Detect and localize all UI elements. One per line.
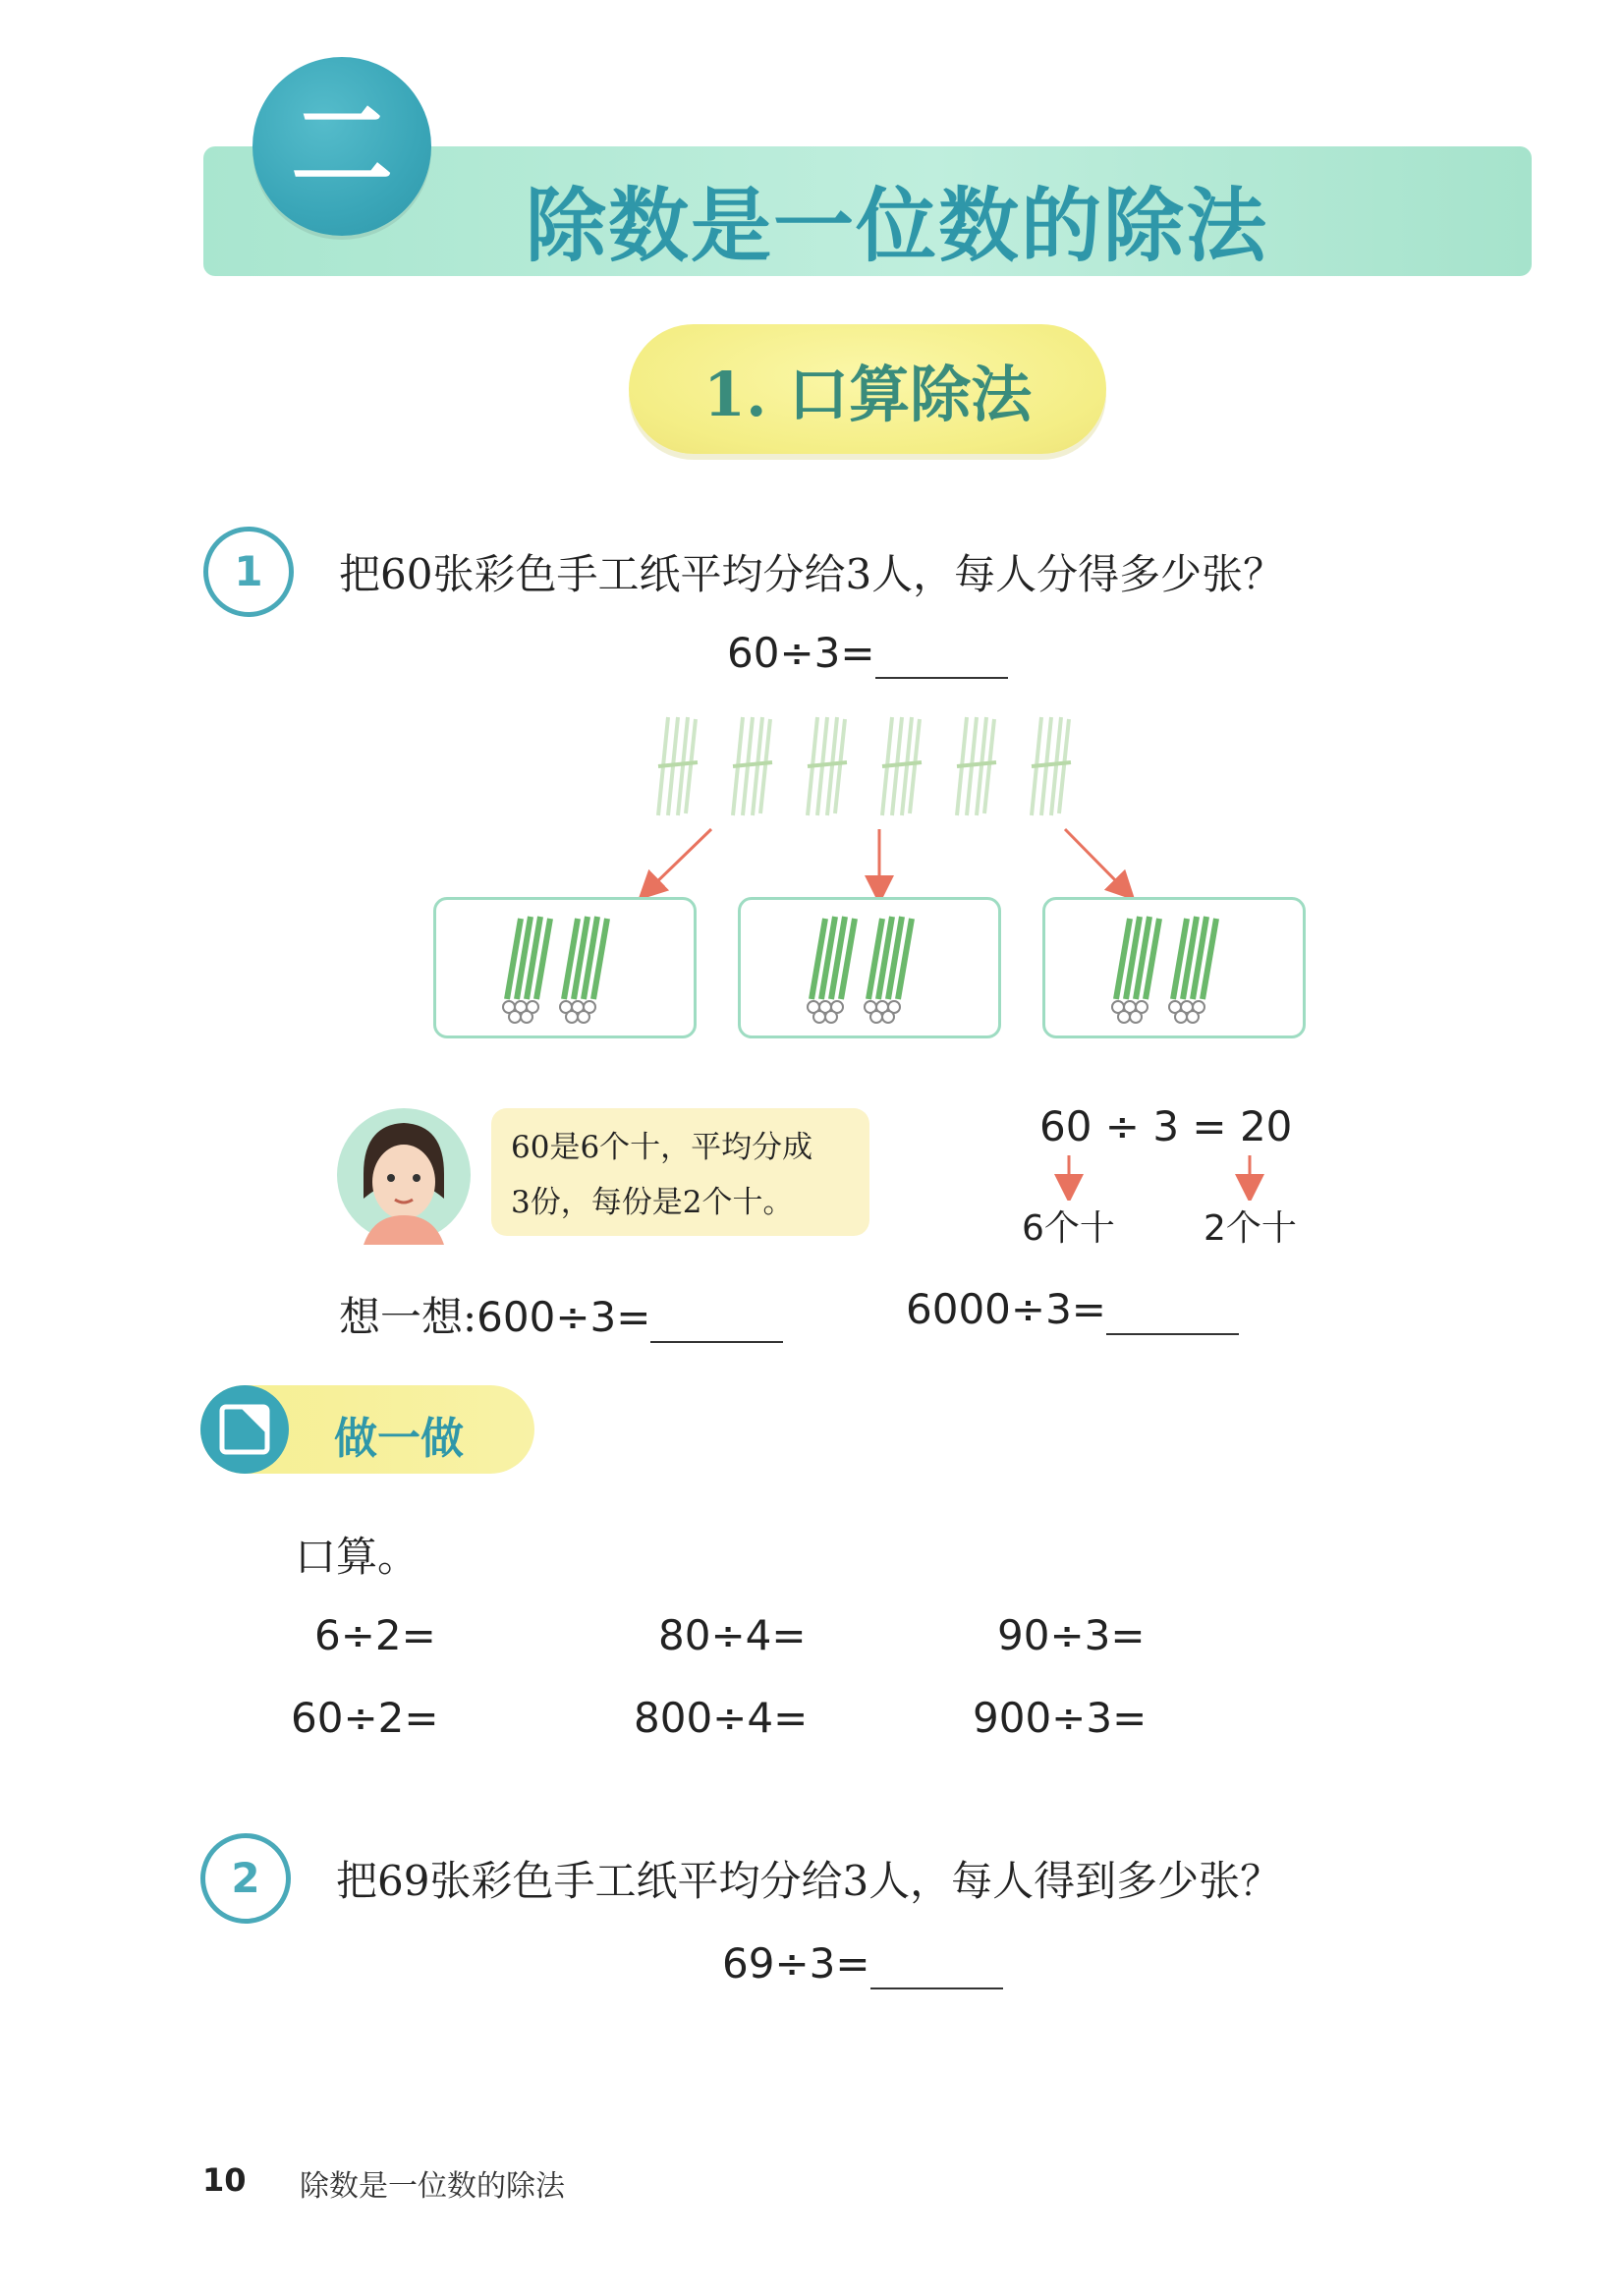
speech-text: [511, 1120, 874, 1230]
green-bundles-box-2: [796, 909, 933, 1027]
problem-2-equation: [722, 1939, 1003, 1989]
chapter-number: 二: [290, 86, 393, 206]
explanation-right-label: 2个十: [1204, 1208, 1297, 1249]
explanation-left-label: 6个十: [1022, 1208, 1115, 1249]
division-arrows: [629, 825, 1159, 904]
exercise-item: 60÷2=: [291, 1694, 439, 1742]
green-bundle: [1173, 917, 1216, 999]
problem-2-equation-text: 69÷3=: [722, 1939, 870, 1987]
arrow-left: [648, 829, 711, 890]
exercise-heading: 口算。: [295, 1533, 420, 1581]
chapter-title: 除数是一位数的除法: [526, 179, 1269, 273]
exercise-item: 80÷4=: [658, 1611, 807, 1659]
think-eq-2: 6000÷3=: [906, 1285, 1106, 1333]
green-bundle: [564, 917, 607, 999]
green-bundle: [507, 917, 550, 999]
girl-avatar: [334, 1105, 474, 1245]
speech-line-2: 3份，每份是2个十。: [511, 1185, 794, 1220]
problem-2-number: 2: [200, 1833, 291, 1924]
stick-bundle: [733, 717, 772, 815]
answer-blank[interactable]: [875, 629, 1008, 679]
arrow-right: [1065, 829, 1125, 890]
think-line: [339, 1285, 783, 1344]
green-bundles-box-3: [1100, 909, 1238, 1027]
problem-1-number: 1: [203, 527, 294, 617]
speech-line-1: 60是6个十，平均分成: [511, 1130, 813, 1165]
answer-blank[interactable]: [1106, 1285, 1239, 1335]
problem-2-question: 把69张彩色手工纸平均分给3人，每人得到多少张？: [336, 1857, 1282, 1905]
think-line-2: [906, 1285, 1239, 1335]
page-number: 10: [202, 2161, 247, 2199]
stick-bundle: [1032, 717, 1071, 815]
green-bundle: [868, 917, 912, 999]
stick-bundles-group: [639, 707, 1110, 825]
section-title: 1. 口算除法: [702, 359, 1033, 430]
stick-bundle: [882, 717, 922, 815]
doit-label: 做一做: [334, 1414, 464, 1464]
answer-blank[interactable]: [870, 1939, 1003, 1989]
exercise-item: 90÷3=: [997, 1611, 1146, 1659]
think-prefix: 想一想:: [339, 1293, 477, 1341]
pencil-note-icon: [200, 1385, 289, 1474]
stick-bundle: [957, 717, 996, 815]
think-eq-1: 600÷3=: [476, 1293, 651, 1341]
problem-1-question: 把60张彩色手工纸平均分给3人，每人分得多少张？: [339, 550, 1285, 598]
stick-bundle: [658, 717, 698, 815]
stick-bundle: [808, 717, 847, 815]
exercise-item: 900÷3=: [973, 1694, 1148, 1742]
footer-title: 除数是一位数的除法: [300, 2169, 565, 2204]
exercise-item: 800÷4=: [634, 1694, 809, 1742]
problem-1-equation-text: 60÷3=: [727, 629, 875, 677]
explanation-arrows: [1051, 1149, 1267, 1201]
exercise-item: 6÷2=: [314, 1611, 436, 1659]
green-bundles-box-1: [491, 909, 629, 1027]
answer-blank[interactable]: [650, 1293, 783, 1343]
explanation-equation: 60 ÷ 3 = 20: [1039, 1102, 1293, 1150]
green-bundle: [1116, 917, 1159, 999]
green-bundle: [812, 917, 855, 999]
problem-1-equation: [727, 629, 1008, 679]
